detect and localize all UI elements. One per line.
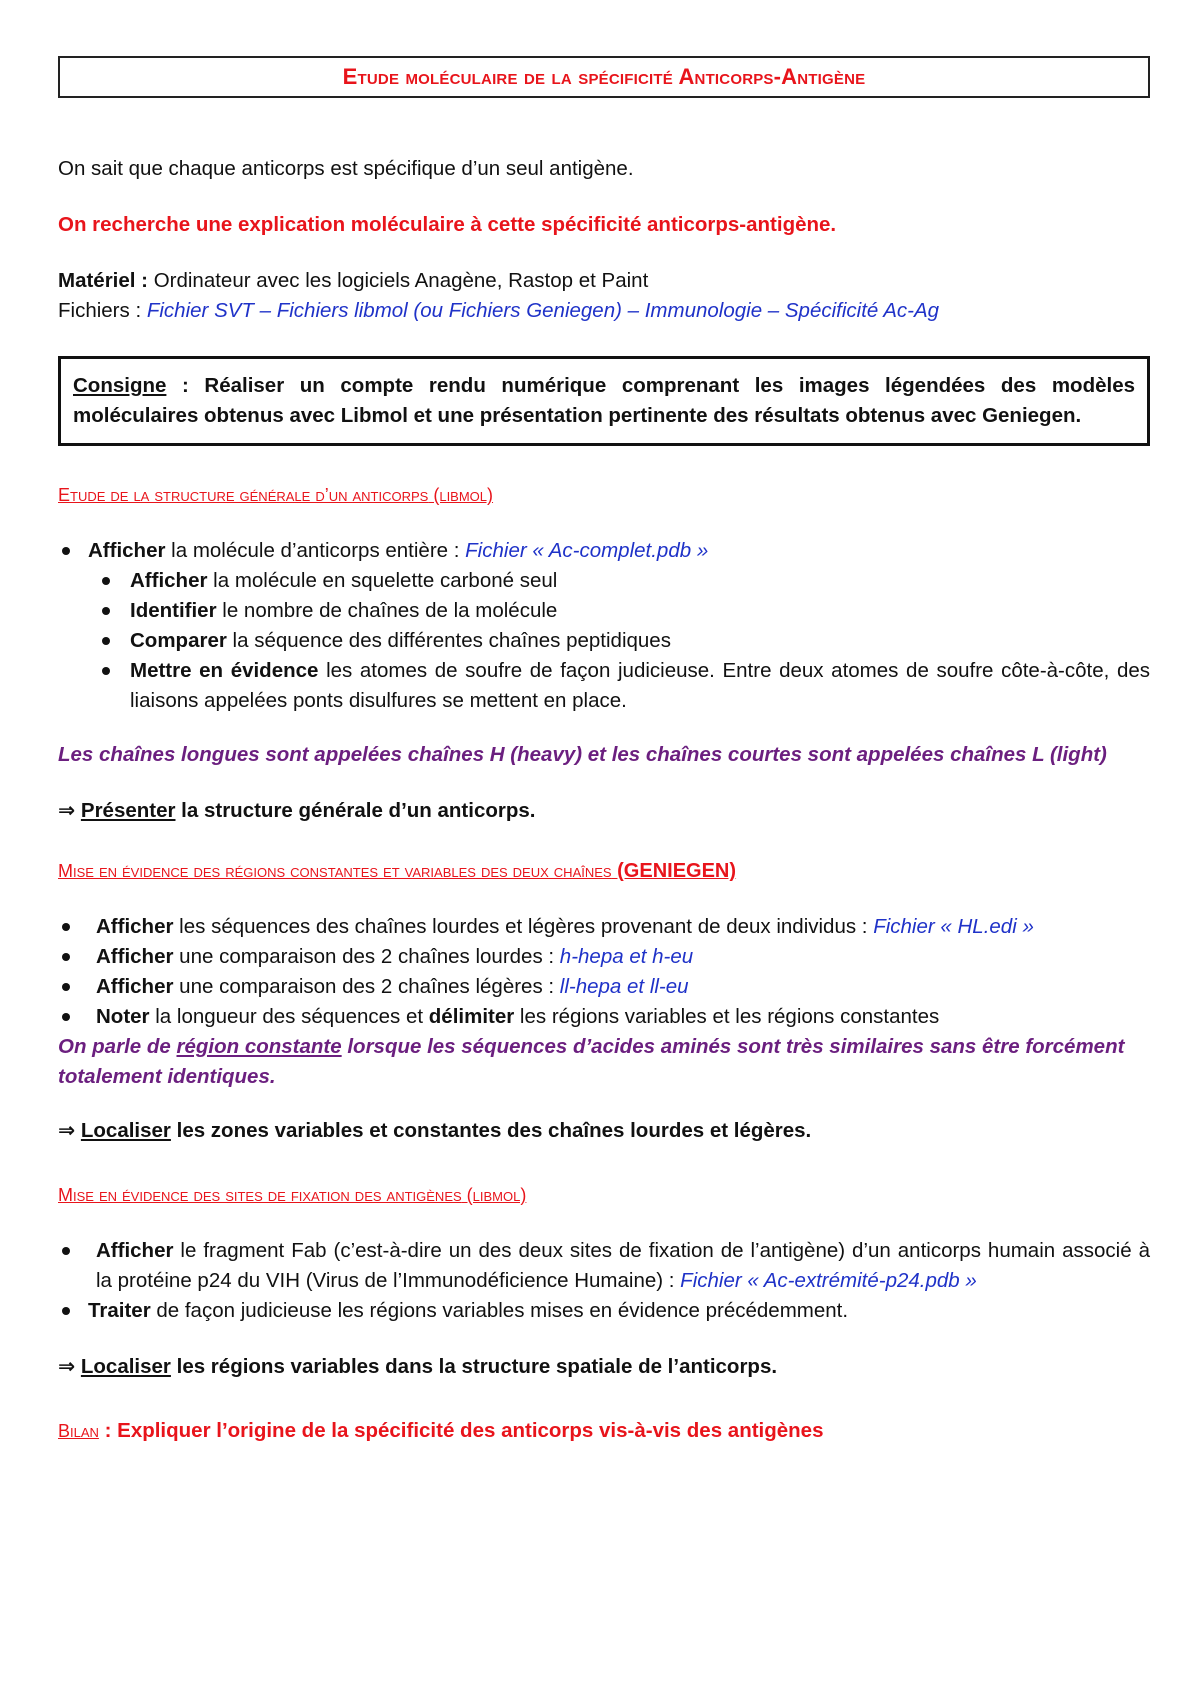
page-title: Etude moléculaire de la spécificité Anticorps-Antigène	[58, 56, 1150, 98]
list-item	[58, 1236, 1150, 1296]
bullet-icon	[102, 577, 110, 585]
list-item	[58, 942, 1150, 972]
list-item	[58, 656, 1150, 716]
intro-text: On sait que chaque anticorps est spécifique d’un seul antigène.	[58, 157, 634, 180]
section2-note	[58, 1032, 1150, 1092]
item-verb: Afficher	[96, 945, 174, 968]
arrow-icon: ⇒	[58, 1119, 76, 1142]
item-text: une comparaison des 2 chaînes lourdes :	[173, 945, 560, 968]
section2-conclusion	[58, 1116, 1150, 1146]
section3-list	[58, 1236, 1150, 1296]
section2-list	[58, 912, 1150, 1032]
section1-conclusion	[58, 796, 1150, 826]
item-verb: Afficher	[130, 569, 208, 592]
section2-heading	[58, 856, 1150, 886]
file-reference: h-hepa et h-eu	[559, 945, 694, 968]
conclusion-verb: Présenter	[80, 799, 176, 822]
item-text: les régions variables et les régions constantes	[514, 1005, 940, 1028]
section3-tag: (libmol)	[461, 1185, 527, 1205]
note-underlined: région constante	[176, 1035, 342, 1058]
note-text: On parle de	[58, 1035, 177, 1058]
list-item	[58, 536, 1150, 566]
section1-tag: (libmol)	[428, 485, 494, 505]
section2-title: Mise en évidence des régions constantes et variables des deux chaînes	[58, 861, 612, 881]
section1-heading	[58, 480, 1150, 510]
conclusion-verb: Localiser	[80, 1119, 171, 1142]
note-text: lorsque les séquences d’acides aminés sont très similaires sans être forcément totalement identiques.	[58, 1035, 1125, 1088]
list-item	[58, 1002, 1150, 1032]
item-verb: Mettre en évidence	[130, 659, 319, 682]
arrow-icon: ⇒	[58, 1355, 76, 1378]
item-text: le fragment Fab (c’est-à-dire un des deux sites de fixation de l’antigène) d’un anticorps humain associé à la protéine p24 du VIH (Virus de l’Immunodéficience Humaine) :	[96, 1239, 1150, 1292]
bullet-icon	[62, 547, 70, 555]
materiel-text: Ordinateur avec les logiciels Anagène, Rastop et Paint	[148, 269, 649, 292]
item-text: de façon judicieuse les régions variables mises en évidence précédemment.	[150, 1299, 849, 1322]
bilan-line	[58, 1416, 1150, 1446]
conclusion-text: la structure générale d’un anticorps.	[175, 799, 536, 822]
materiel-label: Matériel :	[58, 269, 148, 292]
bullet-icon	[102, 607, 110, 615]
bullet-icon	[62, 953, 70, 961]
file-reference: Fichier « Ac-extrémité-p24.pdb »	[680, 1269, 977, 1292]
materiel-line	[58, 266, 1150, 296]
section1-sublist	[58, 566, 1150, 716]
section1-note: Les chaînes longues sont appelées chaînes H (heavy) et les chaînes courtes sont appelées chaînes L (light)	[58, 743, 1107, 766]
list-item	[58, 626, 1150, 656]
section1-list	[58, 536, 1150, 566]
section3-title: Mise en évidence des sites de fixation des antigènes	[58, 1185, 462, 1205]
file-reference: ll-hepa et ll-eu	[559, 975, 689, 998]
file-reference: Fichier « HL.edi »	[873, 915, 1034, 938]
conclusion-verb: Localiser	[80, 1355, 171, 1378]
list-item	[58, 596, 1150, 626]
item-text: la molécule d’anticorps entière :	[165, 539, 466, 562]
section2-tag: (GENIEGEN)	[611, 860, 737, 882]
bilan-label: Bilan	[58, 1421, 99, 1441]
consigne-label: Consigne	[73, 374, 167, 397]
conclusion-text: les régions variables dans la structure spatiale de l’anticorps.	[170, 1355, 778, 1378]
item-text: le nombre de chaînes de la molécule	[216, 599, 558, 622]
fichiers-path: Fichier SVT – Fichiers libmol (ou Fichiers Geniegen) – Immunologie – Spécificité Ac-Ag	[146, 299, 940, 322]
section3-list-2	[58, 1296, 1150, 1326]
document-page	[58, 56, 1150, 1446]
item-text: les atomes de soufre de façon judicieuse. Entre deux atomes de soufre côte-à-côte, des liaisons appelées ponts disulfures se mettent en place.	[130, 659, 1150, 712]
bullet-icon	[62, 1013, 70, 1021]
research-question: On recherche une explication moléculaire à cette spécificité anticorps-antigène.	[58, 213, 837, 236]
item-text: une comparaison des 2 chaînes légères :	[173, 975, 560, 998]
bullet-icon	[62, 923, 70, 931]
item-verb: Afficher	[88, 539, 166, 562]
item-verb: délimiter	[428, 1005, 515, 1028]
list-item	[58, 912, 1150, 942]
item-verb: Afficher	[96, 1239, 174, 1262]
bullet-icon	[102, 667, 110, 675]
file-reference: Fichier « Ac-complet.pdb »	[465, 539, 709, 562]
bullet-icon	[62, 1307, 70, 1315]
item-verb: Noter	[96, 1005, 150, 1028]
list-item	[58, 1296, 1150, 1326]
consigne-text: : Réaliser un compte rendu numérique comprenant les images légendées des modèles moléculaires obtenus avec Libmol et une présentation pertinente des résultats obtenus avec Geniegen.	[73, 374, 1135, 427]
item-verb: Afficher	[96, 975, 174, 998]
item-text: la séquence des différentes chaînes peptidiques	[226, 629, 671, 652]
item-verb: Traiter	[88, 1299, 151, 1322]
item-verb: Comparer	[130, 629, 227, 652]
section2-tag-wrap	[612, 861, 736, 881]
item-verb: Identifier	[130, 599, 217, 622]
section3-conclusion	[58, 1352, 1150, 1382]
item-text: la longueur des séquences et	[149, 1005, 429, 1028]
fichiers-line	[58, 296, 1150, 326]
bullet-icon	[62, 1247, 70, 1255]
consigne-box	[58, 356, 1150, 446]
bullet-icon	[102, 637, 110, 645]
fichiers-label: Fichiers :	[58, 299, 147, 322]
arrow-icon: ⇒	[58, 799, 76, 822]
section3-heading	[58, 1180, 1150, 1210]
list-item	[58, 566, 1150, 596]
bilan-text: : Expliquer l’origine de la spécificité des anticorps vis-à-vis des antigènes	[98, 1419, 824, 1442]
section1-title: Etude de la structure générale d’un anticorps	[58, 485, 429, 505]
item-text: la molécule en squelette carboné seul	[207, 569, 558, 592]
item-text: les séquences des chaînes lourdes et légères provenant de deux individus :	[173, 915, 874, 938]
bullet-icon	[62, 983, 70, 991]
conclusion-text: les zones variables et constantes des chaînes lourdes et légères.	[170, 1119, 812, 1142]
list-item	[58, 972, 1150, 1002]
item-verb: Afficher	[96, 915, 174, 938]
